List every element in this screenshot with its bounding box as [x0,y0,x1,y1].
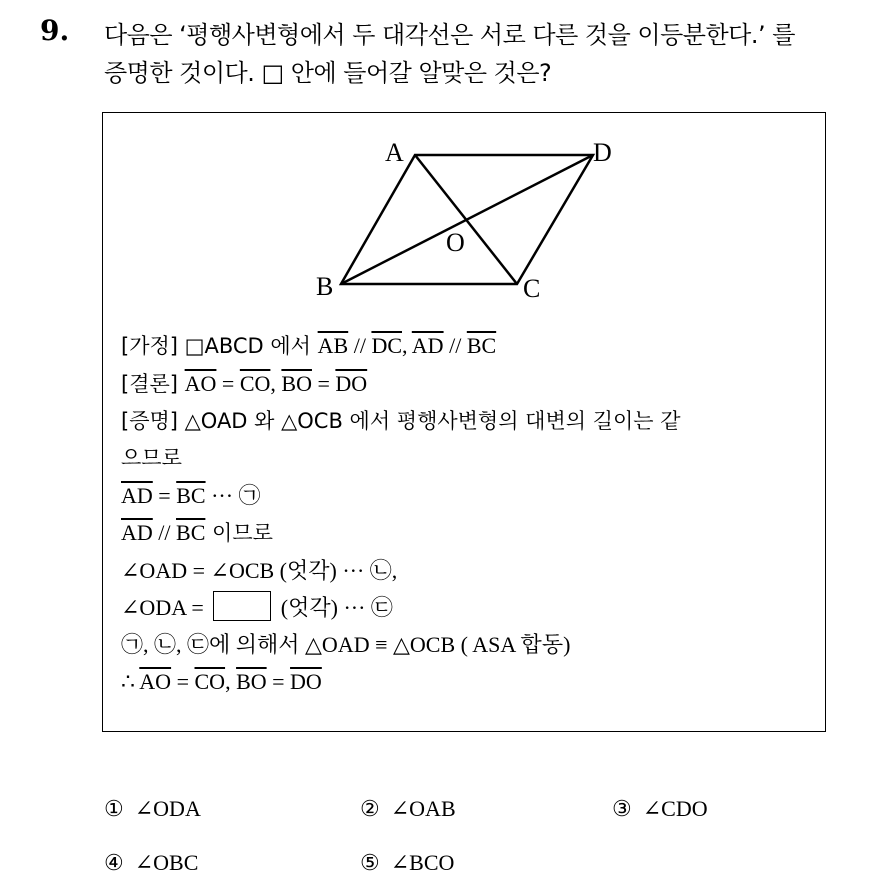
proof-box [102,112,826,732]
separator: , [270,371,282,396]
question-number: 9. [40,14,70,47]
segment-ao: $\overline{AO}$ [139,669,172,694]
vertex-label-c: C [523,274,541,303]
segment-do: $\overline{DO}$ [335,371,368,396]
segment-co: $\overline{CO}$ [194,669,226,694]
question-text [104,16,874,92]
reference-mark: (엇각) ··· ㉢ [275,595,393,620]
choice-3[interactable] [612,796,708,822]
vertex-label-d: D [593,138,612,167]
therefore-symbol: ∴ [121,669,140,694]
choice-text: ∠OBC [134,850,199,875]
choice-text: ∠ODA [134,796,201,821]
segment-dc: $\overline{DC}$ [371,333,402,358]
conclusion-label: [결론] [121,372,185,396]
choice-4[interactable] [104,850,198,876]
reference-mark: ··· ㉠ [205,483,261,508]
choice-number: ⑤ [360,850,380,875]
segment-bc: $\overline{BC}$ [466,333,497,358]
proof-line-9: ㉠, ㉡, ㉢에 의해서 △OAD ≡ △OCB ( ASA 합동) [121,632,571,657]
answer-blank-box [213,591,271,621]
proof-line-7: ∠OAD = ∠OCB (엇각) ··· ㉡, [121,558,398,583]
segment-ad: $\overline{AD}$ [411,333,444,358]
separator: , [225,669,237,694]
equals-symbol: = [311,371,336,396]
proof-line-4: 으므로 [121,446,182,470]
equals-symbol: = [216,371,240,396]
assumption-label: [가정] □ABCD 에서 [121,334,318,358]
choice-number: ④ [104,850,124,875]
segment-ao: $\overline{AO}$ [184,371,217,396]
equals-symbol: = [152,483,177,508]
segment-co: $\overline{CO}$ [239,371,271,396]
question-line-2: 증명한 것이다. □ 안에 들어갈 알맞은 것은? [104,59,552,87]
equals-symbol: = [266,669,291,694]
choice-2[interactable] [360,796,456,822]
segment-ab: $\overline{AB}$ [317,333,349,358]
proof-assumption [121,327,811,365]
proof-conclusion [121,365,811,403]
equals-symbol: = [171,669,195,694]
choice-number: ② [360,796,380,821]
segment-do: $\overline{DO}$ [290,669,322,694]
proof-line-8 [121,589,811,626]
segment-bo: $\overline{BO}$ [281,371,312,396]
proof-line-5 [121,477,811,514]
choice-number: ③ [612,796,632,821]
segment-bo: $\overline{BO}$ [236,669,267,694]
proof-line-3: [증명] △OAD 와 △OCB 에서 평행사변형의 대변의 길이는 같 [121,409,681,433]
angle-oda: ∠ODA = [121,595,210,620]
vertex-label-b: B [316,272,334,301]
choice-1[interactable] [104,796,201,822]
choice-text: ∠OAB [390,796,456,821]
parallelogram-figure [103,113,825,313]
choice-number: ① [104,796,124,821]
separator: , [402,333,412,358]
choice-text: ∠BCO [390,850,455,875]
question-line-1: 다음은 ‘평행사변형에서 두 대각선은 서로 다른 것을 이등분한다.’ 를 [104,21,795,49]
vertex-label-a: A [385,138,404,167]
segment-ad: $\overline{AD}$ [121,520,153,545]
proof-connector: 이므로 [205,521,273,545]
parallel-symbol: // [152,520,177,545]
proof-text [121,327,811,700]
segment-ad: $\overline{AD}$ [121,483,153,508]
choice-5[interactable] [360,850,454,876]
parallel-symbol: // [348,333,372,358]
segment-bc: $\overline{BC}$ [176,520,206,545]
choice-text: ∠CDO [642,796,708,821]
parallel-symbol: // [443,333,467,358]
center-label-o: O [446,228,465,257]
proof-line-10 [121,663,811,700]
segment-bc: $\overline{BC}$ [176,483,206,508]
proof-line-6 [121,514,811,552]
